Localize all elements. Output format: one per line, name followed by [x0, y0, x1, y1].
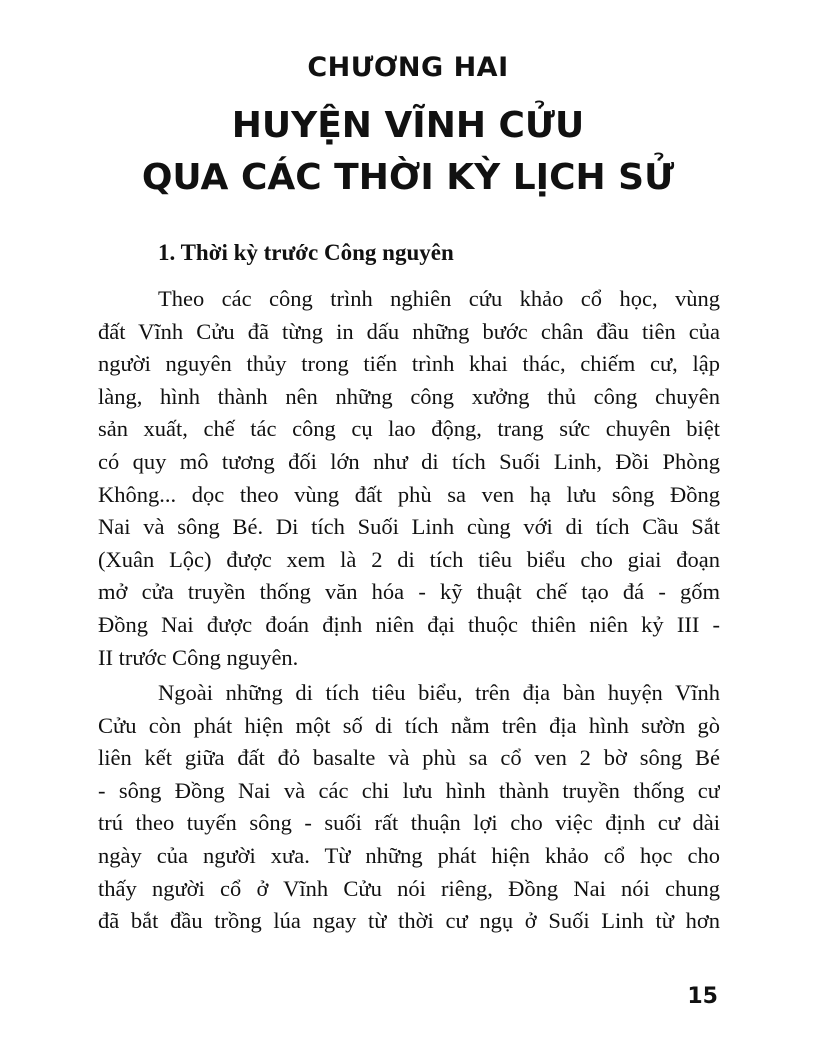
paragraph-line: Theo các công trình nghiên cứu khảo cổ học, vùng	[158, 286, 720, 311]
paragraph-line: Cửu còn phát hiện một số di tích nằm trên địa hình sườn gò	[98, 712, 720, 738]
paragraph-line: mở cửa truyền thống văn hóa - kỹ thuật chế tạo đá - gốm	[98, 579, 720, 605]
paragraph-line: liên kết giữa đất đỏ basalte và phù sa cổ ven 2 bờ sông Bé	[98, 745, 720, 771]
chapter-title-line-1: HUYỆN VĨNH CỬU	[231, 105, 585, 146]
paragraph-line: Ngoài những di tích tiêu biểu, trên địa bàn huyện Vĩnh	[158, 680, 720, 705]
paragraph-line: II trước Công nguyên.	[98, 644, 299, 670]
paragraph-line: làng, hình thành nên những công xưởng thủ công chuyên	[98, 383, 720, 409]
paragraph-1	[98, 283, 720, 674]
paragraph-2	[98, 677, 720, 938]
paragraph-line: đất Vĩnh Cửu đã từng in dấu những bước chân đầu tiên của	[98, 318, 720, 344]
paragraph-line: Nai và sông Bé. Di tích Suối Linh cùng với di tích Cầu Sắt	[98, 514, 720, 540]
section-heading: 1. Thời kỳ trước Công nguyên	[158, 240, 454, 265]
page-number: 15	[687, 984, 718, 1009]
chapter-title	[0, 100, 816, 204]
paragraph-line: (Xuân Lộc) được xem là 2 di tích tiêu biểu cho giai đoạn	[98, 546, 720, 572]
paragraph-line: người nguyên thủy trong tiến trình khai thác, chiếm cư, lập	[98, 351, 720, 377]
paragraph-line: ngày của người xưa. Từ những phát hiện khảo cổ học cho	[98, 842, 720, 868]
paragraph-line: - sông Đồng Nai và các chi lưu hình thành truyền thống cư	[98, 777, 720, 803]
paragraph-line: đã bắt đầu trồng lúa ngay từ thời cư ngụ ở Suối Linh từ hơn	[98, 908, 720, 934]
chapter-label: CHƯƠNG HAI	[307, 52, 509, 83]
paragraph-line: trú theo tuyến sông - suối rất thuận lợi cho việc định cư dài	[98, 810, 720, 836]
paragraph-line: Đồng Nai được đoán định niên đại thuộc thiên niên kỷ III -	[98, 611, 720, 637]
paragraph-line: thấy người cổ ở Vĩnh Cửu nói riêng, Đồng Nai nói chung	[98, 875, 720, 901]
paragraph-line: sản xuất, chế tác công cụ lao động, trang sức chuyên biệt	[98, 416, 720, 442]
paragraph-line: có quy mô tương đối lớn như di tích Suối Linh, Đồi Phòng	[98, 448, 720, 474]
chapter-title-line-2: QUA CÁC THỜI KỲ LỊCH SỬ	[141, 157, 675, 198]
paragraph-line: Không... dọc theo vùng đất phù sa ven hạ lưu sông Đồng	[98, 481, 720, 507]
